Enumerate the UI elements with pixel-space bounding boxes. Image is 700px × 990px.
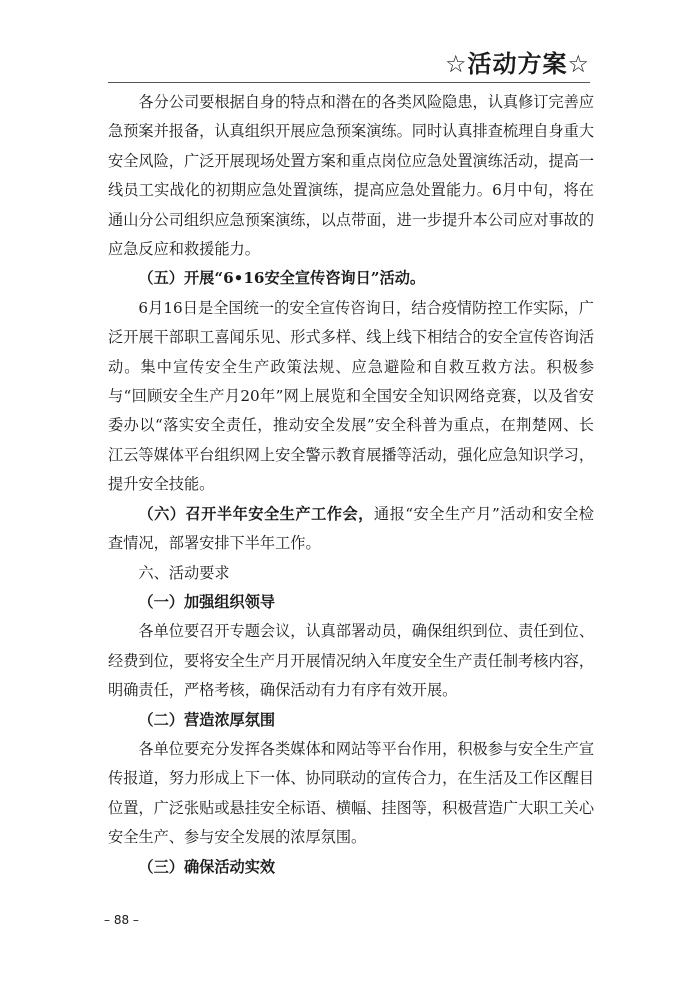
paragraph-half-year-meeting — [108, 500, 594, 559]
subheading-safety-consultation-day: （五）开展“6•16安全宣传咨询日”活动。 — [138, 269, 426, 288]
page-number: – 88 – — [104, 913, 139, 927]
subheading-strengthen-leadership: （一）加强组织领导 — [138, 592, 276, 611]
subheading-ensure-effectiveness: （三）确保活动实效 — [138, 857, 276, 876]
paragraph-strengthen-leadership: 各单位要召开专题会议，认真部署动员，确保组织到位、责任到位、经费到位，要将安全生产月开展情况纳入年度安全生产责任制考核内容，明确责任，严格考核，确保活动有力有序有效开展。 — [108, 622, 595, 700]
page-header-title: ☆活动方案☆ — [444, 50, 590, 78]
half-year-meeting-rest: 通报“安全生产月”活动和安全检查情况，部署安排下半年工作。 — [108, 504, 594, 553]
subheading-create-atmosphere: （二）营造浓厚氛围 — [138, 710, 276, 729]
paragraph-emergency-drill: 各分公司要根据自身的特点和潜在的各类风险隐患，认真修订完善应急预案并报备，认真组织开展应急预案演练。同时认真排查梳理自身重大安全风险，广泛开展现场处置方案和重点岗位应急处置演练活动，提高一线员工实战化的初期应急处置演练，提高应急处置能力。6月中旬，将在通山分公司组织应急预案演练，以点带面，进一步提升本公司应对事故的应急反应和救援能力。 — [108, 93, 595, 259]
section-heading-activity-requirements: 六、活动要求 — [138, 563, 230, 582]
paragraph-consultation-day: 6月16日是全国统一的安全宣传咨询日，结合疫情防控工作实际，广泛开展干部职工喜闻乐见、形式多样、线上线下相结合的安全宣传咨询活动。集中宣传安全生产政策法规、应急避险和自救互救方法。积极参与“回顾安全生产月20年”网上展览和全国安全知识网络竞赛，以及省安委办以“落实安全责任，推动安全发展”安全科普为重点，在荆楚网、长江云等媒体平台组织网上安全警示教育展播等活动，强化应急知识学习，提升安全技能。 — [108, 298, 594, 494]
header-divider — [108, 82, 590, 83]
paragraph-create-atmosphere: 各单位要充分发挥各类媒体和网站等平台作用，积极参与安全生产宣传报道，努力形成上下一体、协同联动的宣传合力，在生活及工作区醒目位置，广泛张贴或悬挂安全标语、横幅、挂图等，积极营造广大职工关心安全生产、参与安全发展的浓厚氛围。 — [108, 739, 595, 847]
document-body — [108, 88, 594, 882]
half-year-meeting-lead: （六）召开半年安全生产工作会， — [138, 504, 374, 523]
